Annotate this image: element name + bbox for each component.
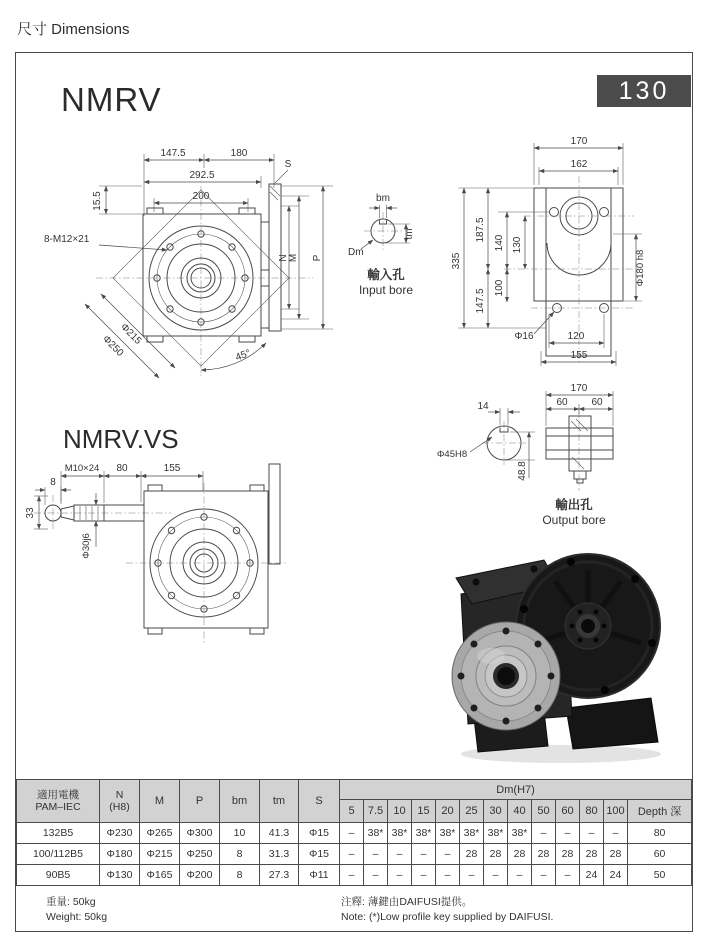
table-cell: Φ300: [180, 823, 220, 844]
dim-angle-label: 45°: [234, 347, 253, 364]
output-bore-title-cn: 輸出孔: [555, 498, 593, 512]
dim-d180-label: Φ180 h8: [635, 249, 646, 287]
dim-m-label: M: [288, 253, 299, 263]
size-badge: 130: [597, 75, 691, 107]
dim-140-label: 140: [494, 234, 505, 252]
photo-front-flange: [452, 622, 560, 730]
dim-100-label: 100: [494, 279, 505, 297]
table-cell: 28: [484, 844, 508, 865]
table-cell: –: [556, 823, 580, 844]
table-cell: –: [508, 865, 532, 886]
dim-60a-label: 60: [556, 397, 568, 408]
table-cell: Φ130: [100, 865, 140, 886]
col-header-n: N (H8): [100, 780, 140, 823]
table-cell: –: [388, 844, 412, 865]
key-note-en: Note: (*)Low profile key supplied by DAIFUSI.: [341, 911, 554, 924]
dim-60b-label: 60: [591, 397, 603, 408]
dim-80-label: 80: [116, 463, 128, 474]
table-cell: –: [604, 823, 628, 844]
product-photo: [446, 546, 681, 771]
table-cell: 28: [508, 844, 532, 865]
table-cell: –: [532, 865, 556, 886]
table-cell: 90B5: [17, 865, 100, 886]
col-header-depth: Depth 深: [628, 800, 692, 823]
table-cell: Φ215: [140, 844, 180, 865]
table-cell: Φ250: [180, 844, 220, 865]
dim-162-label: 162: [570, 159, 588, 170]
dm-size-header: 30: [484, 800, 508, 823]
dm-size-header: 100: [604, 800, 628, 823]
dim-187-5-label: 187.5: [475, 217, 486, 243]
weight-note: [46, 895, 107, 925]
table-cell: Φ230: [100, 823, 140, 844]
table-cell: 38*: [460, 823, 484, 844]
dm-size-header: 7.5: [364, 800, 388, 823]
dim-170-out-label: 170: [570, 383, 588, 394]
table-row: [17, 844, 692, 865]
table-cell: 27.3: [260, 865, 299, 886]
weight-note-cn: 重量: 50kg: [46, 896, 96, 908]
dm-size-header: 10: [388, 800, 412, 823]
col-header-p: P: [180, 780, 220, 823]
dm-size-header: 50: [532, 800, 556, 823]
table-cell: Φ11: [299, 865, 340, 886]
dim-15-5-label: 15.5: [92, 191, 103, 211]
table-cell: –: [580, 823, 604, 844]
table-cell: 28: [580, 844, 604, 865]
table-cell: 50: [628, 865, 692, 886]
dim-dm-label: Dm: [348, 247, 364, 258]
dim-bolt-circle-label: Φ215: [118, 321, 144, 347]
rear-view-drawing: [446, 131, 671, 376]
dm-size-header: 60: [556, 800, 580, 823]
table-cell: –: [364, 844, 388, 865]
dim-170-label: 170: [570, 136, 588, 147]
table-cell: Φ200: [180, 865, 220, 886]
key-note: [341, 895, 553, 925]
col-header-tm: tm: [260, 780, 299, 823]
dim-147-5-rear-label: 147.5: [475, 288, 486, 314]
dm-size-header: 15: [412, 800, 436, 823]
dm-size-header: 80: [580, 800, 604, 823]
col-header-bm: bm: [220, 780, 260, 823]
table-header-row-1: [17, 780, 692, 800]
table-cell: –: [412, 865, 436, 886]
table-cell: 8: [220, 844, 260, 865]
table-cell: 60: [628, 844, 692, 865]
dim-thread-label: M10×24: [64, 463, 100, 474]
dimensions-table: [16, 779, 692, 886]
table-cell: 28: [460, 844, 484, 865]
table-cell: –: [388, 865, 412, 886]
table-cell: 24: [580, 865, 604, 886]
dim-147-5-label: 147.5: [160, 148, 186, 159]
dim-shaft-label: Φ30j6: [81, 533, 92, 559]
dim-130-label: 130: [512, 236, 523, 254]
table-cell: 38*: [364, 823, 388, 844]
dim-155-label: 155: [570, 350, 588, 361]
model-title: NMRV: [61, 81, 162, 118]
bolt-callout-label: 8-M12×21: [44, 234, 90, 245]
table-cell: –: [364, 865, 388, 886]
dim-120-label: 120: [567, 331, 585, 342]
table-cell: 38*: [508, 823, 532, 844]
output-bore-drawing: [426, 379, 676, 529]
dim-d45-label: Φ45H8: [436, 449, 468, 460]
col-header-s: S: [299, 780, 340, 823]
front-view-drawing: [41, 138, 381, 408]
dim-8-label: 8: [50, 477, 56, 488]
table-cell: 10: [220, 823, 260, 844]
table-row: [17, 823, 692, 844]
table-cell: –: [340, 865, 364, 886]
dim-48-8-label: 48.8: [517, 461, 528, 481]
table-cell: 28: [604, 844, 628, 865]
table-cell: 38*: [388, 823, 412, 844]
table-cell: Φ15: [299, 844, 340, 865]
output-bore-title-en: Output bore: [542, 513, 606, 527]
table-cell: 8: [220, 865, 260, 886]
dim-292-5-label: 292.5: [189, 170, 215, 181]
dim-335-label: 335: [451, 252, 462, 270]
table-cell: –: [436, 844, 460, 865]
table-cell: –: [340, 844, 364, 865]
dm-size-header: 20: [436, 800, 460, 823]
dim-n-label: N: [278, 254, 289, 262]
col-header-m: M: [140, 780, 180, 823]
dim-s-label: S: [284, 159, 292, 170]
table-cell: –: [532, 823, 556, 844]
table-cell: Φ15: [299, 823, 340, 844]
table-cell: –: [436, 865, 460, 886]
weight-note-en: Weight: 50kg: [46, 911, 108, 924]
table-cell: 38*: [412, 823, 436, 844]
dm-size-header: 5: [340, 800, 364, 823]
dm-size-header: 40: [508, 800, 532, 823]
col-header-dm-group: Dm(H7): [340, 780, 692, 800]
dim-tm-label: tm: [404, 228, 415, 240]
table-cell: Φ180: [100, 844, 140, 865]
vs-model-title: NMRV.VS: [63, 424, 179, 454]
table-cell: Φ165: [140, 865, 180, 886]
table-row: [17, 865, 692, 886]
table-cell: 100/112B5: [17, 844, 100, 865]
key-note-cn: 注釋: 薄鍵由DAIFUSI提供。: [341, 896, 473, 908]
table-cell: –: [460, 865, 484, 886]
table-cell: 132B5: [17, 823, 100, 844]
table-cell: Φ265: [140, 823, 180, 844]
dim-200-label: 200: [192, 191, 210, 202]
table-cell: 31.3: [260, 844, 299, 865]
vs-view-drawing: [26, 449, 316, 654]
table-cell: 80: [628, 823, 692, 844]
table-cell: 41.3: [260, 823, 299, 844]
page-title: 尺寸 Dimensions: [17, 21, 130, 38]
table-cell: 24: [604, 865, 628, 886]
dim-p-label: P: [312, 254, 323, 262]
table-cell: 28: [556, 844, 580, 865]
table-cell: 38*: [484, 823, 508, 844]
dim-flange-dia-label: Φ250: [100, 333, 126, 359]
table-cell: –: [484, 865, 508, 886]
dim-bm-label: bm: [376, 193, 390, 204]
col-header-pam: 適用電機 PAM–IEC: [17, 780, 100, 823]
dim-155-vs-label: 155: [163, 463, 181, 474]
input-bore-title-cn: 輸入孔: [367, 268, 405, 282]
dim-d16-label: Φ16: [514, 331, 534, 342]
input-bore-title-en: Input bore: [358, 283, 414, 297]
table-cell: 28: [532, 844, 556, 865]
input-bore-drawing: [346, 191, 456, 303]
table-cell: 38*: [436, 823, 460, 844]
dim-33-label: 33: [25, 507, 36, 519]
dim-14-label: 14: [477, 401, 489, 412]
dim-180-label: 180: [230, 148, 248, 159]
table-cell: –: [340, 823, 364, 844]
table-cell: –: [412, 844, 436, 865]
table-cell: –: [556, 865, 580, 886]
dm-size-header: 25: [460, 800, 484, 823]
dimensions-panel: [15, 52, 693, 932]
